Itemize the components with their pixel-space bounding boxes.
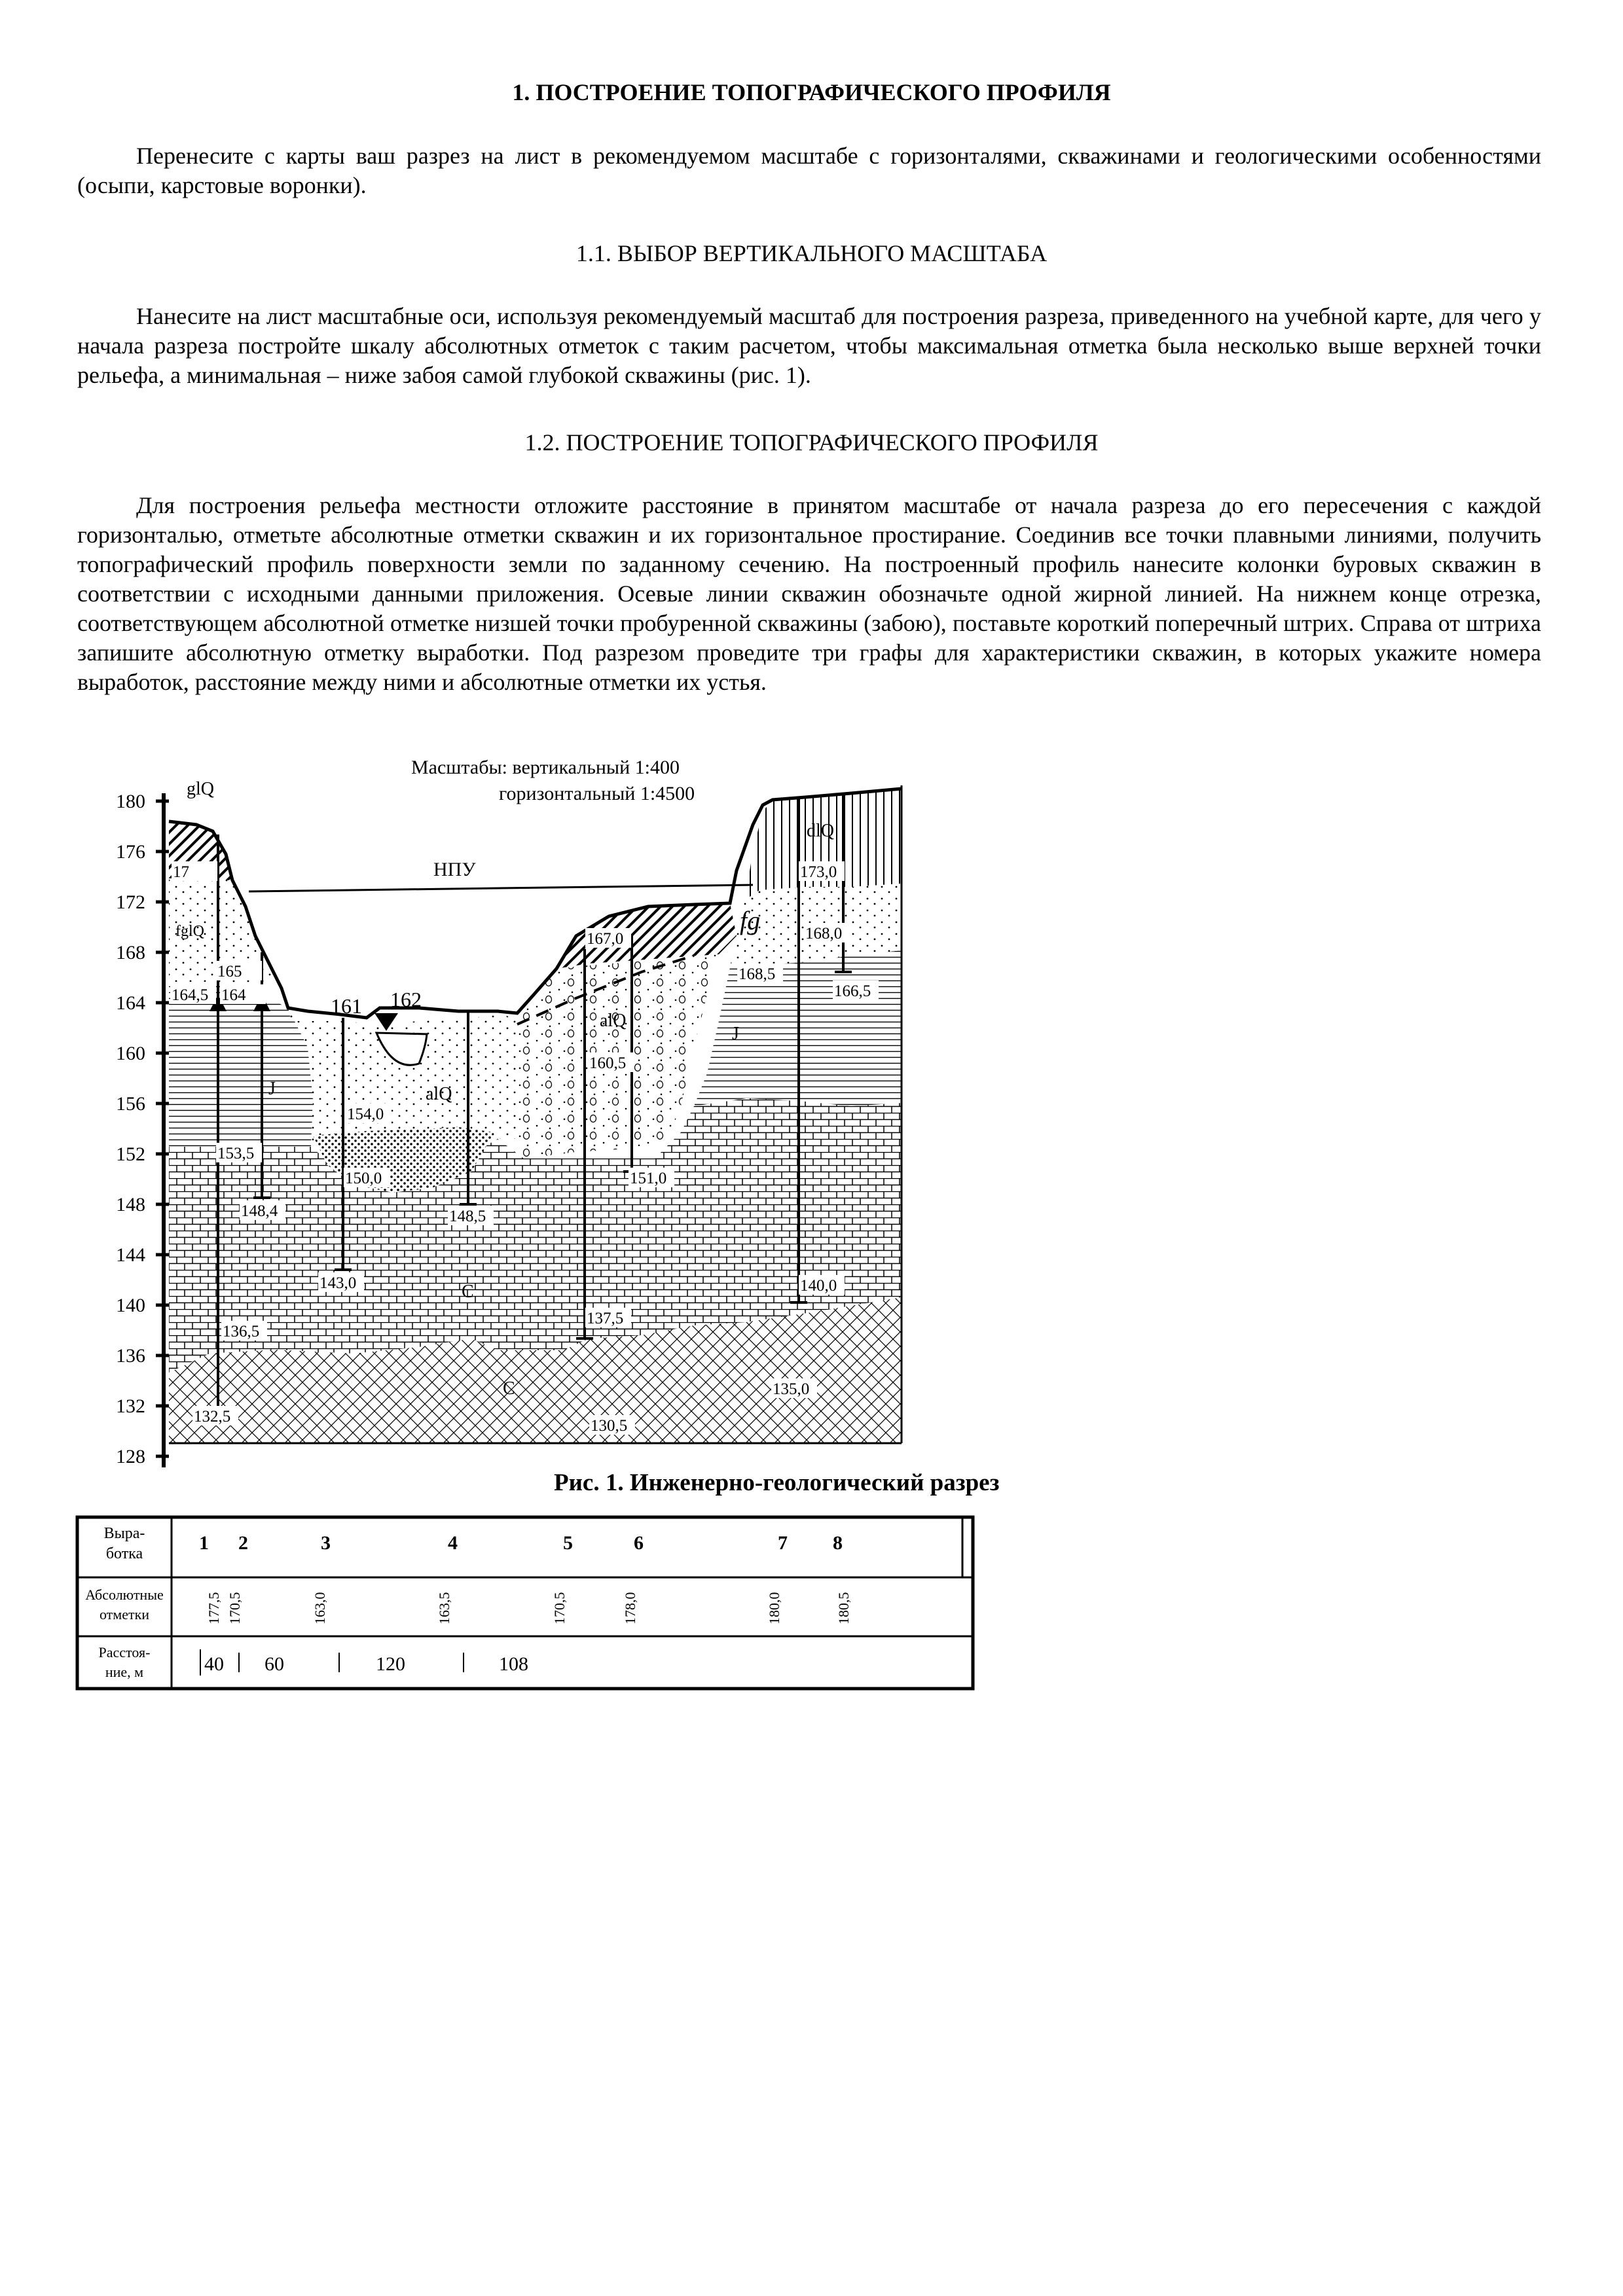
elevation-label: 154,0 xyxy=(347,1105,384,1123)
y-axis-tick-label: 164 xyxy=(116,992,145,1014)
y-axis-tick-label: 140 xyxy=(116,1295,145,1316)
main-heading: 1. ПОСТРОЕНИЕ ТОПОГРАФИЧЕСКОГО ПРОФИЛЯ xyxy=(512,79,1111,105)
row-label-elevations-line2: отметки xyxy=(99,1606,150,1623)
well-number-cell: 2 xyxy=(238,1532,248,1554)
elevation-label: 130,5 xyxy=(591,1417,628,1435)
elevation-label: 164 xyxy=(221,986,246,1004)
wellhead-elevation-cell: 180,0 xyxy=(766,1592,782,1624)
row-label-elevations-line1: Абсолютные xyxy=(85,1587,164,1603)
section-1-2-title: 1.2. ПОСТРОЕНИЕ ТОПОГРАФИЧЕСКОГО ПРОФИЛЯ xyxy=(524,429,1099,456)
y-axis-tick-label: 160 xyxy=(116,1043,145,1064)
deluvial-right-layer xyxy=(745,789,902,900)
elevation-label: 148,5 xyxy=(449,1208,486,1225)
scale-line-1: Масштабы: вертикальный 1:400 xyxy=(411,757,680,778)
elevation-label: 151,0 xyxy=(630,1170,667,1187)
intro-paragraph-text: Перенесите с карты ваш разрез на лист в рекомендуемом масштабе с горизонталями, скважинами и геологическими особенностями (осыпи, карстовые воронки). xyxy=(77,143,1541,198)
elevation-label: 168,5 xyxy=(739,965,776,983)
figure-caption: Рис. 1. Инженерно-геологический разрез xyxy=(554,1469,1000,1496)
well-number-cell: 8 xyxy=(833,1532,843,1554)
elevation-label: 173,0 xyxy=(800,863,837,881)
elevation-label: 166,5 xyxy=(834,982,871,1000)
elevation-label: 165 xyxy=(217,963,242,980)
y-axis-tick-label: 136 xyxy=(116,1345,145,1367)
well-number-cell: 5 xyxy=(563,1532,573,1554)
elevation-label: 140,0 xyxy=(800,1277,837,1295)
wellhead-elevation-cell: 170,5 xyxy=(551,1592,568,1624)
scale-line-2: горизонтальный 1:4500 xyxy=(499,783,695,804)
elevation-label: 135,0 xyxy=(773,1380,810,1398)
elevation-label: 143,0 xyxy=(319,1274,357,1292)
well-number-cell: 7 xyxy=(778,1532,788,1554)
elevation-label: 150,0 xyxy=(345,1170,382,1187)
section-1-1-title: 1.1. ВЫБОР ВЕРТИКАЛЬНОГО МАСШТАБА xyxy=(575,240,1048,266)
y-axis-tick-label: 144 xyxy=(116,1244,145,1266)
wellhead-elevation-cell: 163,5 xyxy=(436,1592,452,1624)
distance-cell-4: 108 xyxy=(499,1653,528,1675)
y-axis-tick-label: 180 xyxy=(116,791,145,812)
normal-water-level-line xyxy=(249,885,753,891)
well-number-cell: 3 xyxy=(321,1532,331,1554)
stratum-label-fg: fg xyxy=(740,906,761,935)
elevation-label: 164,5 xyxy=(172,986,209,1004)
y-axis-tick-label: 168 xyxy=(116,942,145,963)
section-1-1-text: Нанесите на лист масштабные оси, используя рекомендуемый масштаб для построения разреза, приведенного на учебной карте, для чего у начала разреза постройте шкалу абсолютных отметок с таким расчетом, чтобы максимальная отметка была несколько выше верхней точки рельефа, а минимальная – ниже забоя самой глубокой скважины (рис. 1). xyxy=(77,303,1541,388)
elevation-label: 17 xyxy=(173,863,189,881)
well-number-cell: 1 xyxy=(199,1532,209,1554)
stratum-label-dlq: dlQ xyxy=(807,821,834,841)
row-label-workings-line2: ботка xyxy=(105,1545,143,1562)
stratum-label-alq-right: alQ xyxy=(600,1011,627,1031)
y-axis-tick-label: 176 xyxy=(116,841,145,863)
wellhead-elevation-cell: 177,5 xyxy=(206,1592,222,1624)
wellhead-elevation-cell: 178,0 xyxy=(622,1592,638,1624)
wellhead-elevation-cell: 180,5 xyxy=(835,1592,852,1624)
well-number-cell: 4 xyxy=(448,1532,458,1554)
distance-cell-1: 40 xyxy=(204,1653,224,1675)
stream-mark-161: 161 xyxy=(331,994,362,1018)
wellhead-elevation-cell: 170,5 xyxy=(227,1592,243,1624)
stratum-label-j-left: J xyxy=(268,1079,276,1099)
elevation-label: 168,0 xyxy=(805,925,843,942)
y-axis-tick-label: 156 xyxy=(116,1093,145,1115)
elevation-label: 160,5 xyxy=(589,1054,627,1072)
water-level-label: НПУ xyxy=(433,859,476,880)
stratum-label-c-mid: C xyxy=(462,1282,474,1302)
y-axis-tick-label: 148 xyxy=(116,1194,145,1215)
stream-mark-162: 162 xyxy=(390,988,422,1011)
wellhead-elevation-cell: 163,0 xyxy=(312,1592,328,1624)
y-axis-tick-label: 128 xyxy=(116,1446,145,1467)
distance-cell-3: 120 xyxy=(376,1653,405,1675)
elevation-label: 136,5 xyxy=(223,1323,260,1340)
y-axis-tick-label: 152 xyxy=(116,1143,145,1165)
elevation-label: 137,5 xyxy=(587,1310,624,1327)
y-axis-tick-label: 132 xyxy=(116,1395,145,1417)
row-label-distances-line1: Расстоя- xyxy=(98,1644,151,1660)
elevation-label: 148,4 xyxy=(241,1202,278,1220)
row-label-workings-line1: Выра- xyxy=(103,1525,145,1542)
stratum-label-fglq: fglQ xyxy=(175,923,204,940)
elevation-label: 167,0 xyxy=(587,930,624,948)
stratum-label-alq-left: alQ xyxy=(426,1084,452,1104)
section-1-2-text: Для построения рельефа местности отложите расстояние в принятом масштабе от начала разреза до его пересечения с каждой горизонталью, отметьте абсолютные отметки скважин и их горизонтальное простирание. Соединив все точки плавными линиями, получить топографический профиль поверхности земли по заданному сечению. На построенный профиль нанесите колонки буровых скважин в соответствии с исходными данными приложения. Осевые линии скважин обозначьте одной жирной линией. На нижнем конце отрезка, соответствующем абсолютной отметке низшей точки пробуренной скважины (забою), поставьте короткий поперечный штрих. Справа от штриха запишите абсолютную отметку выработки. Под разрезом проведите три графы для характеристики скважин, в которых укажите номера выработок, расстояние между ними и абсолютные отметки их устья. xyxy=(77,492,1541,695)
jurassic-left-layer xyxy=(169,982,313,1147)
elevation-label: 132,5 xyxy=(194,1408,231,1426)
elevation-label: 153,5 xyxy=(217,1145,255,1162)
row-label-distances-line2: ние, м xyxy=(105,1664,144,1680)
y-axis-ticks xyxy=(116,791,169,1467)
well-number-cell: 6 xyxy=(634,1532,644,1554)
distance-cell-2: 60 xyxy=(264,1653,284,1675)
stratum-label-j-right: J xyxy=(732,1024,739,1044)
y-axis-tick-label: 172 xyxy=(116,891,145,913)
stratum-label-c-bottom: C xyxy=(503,1378,515,1399)
stratum-label-glq: glQ xyxy=(187,779,214,799)
